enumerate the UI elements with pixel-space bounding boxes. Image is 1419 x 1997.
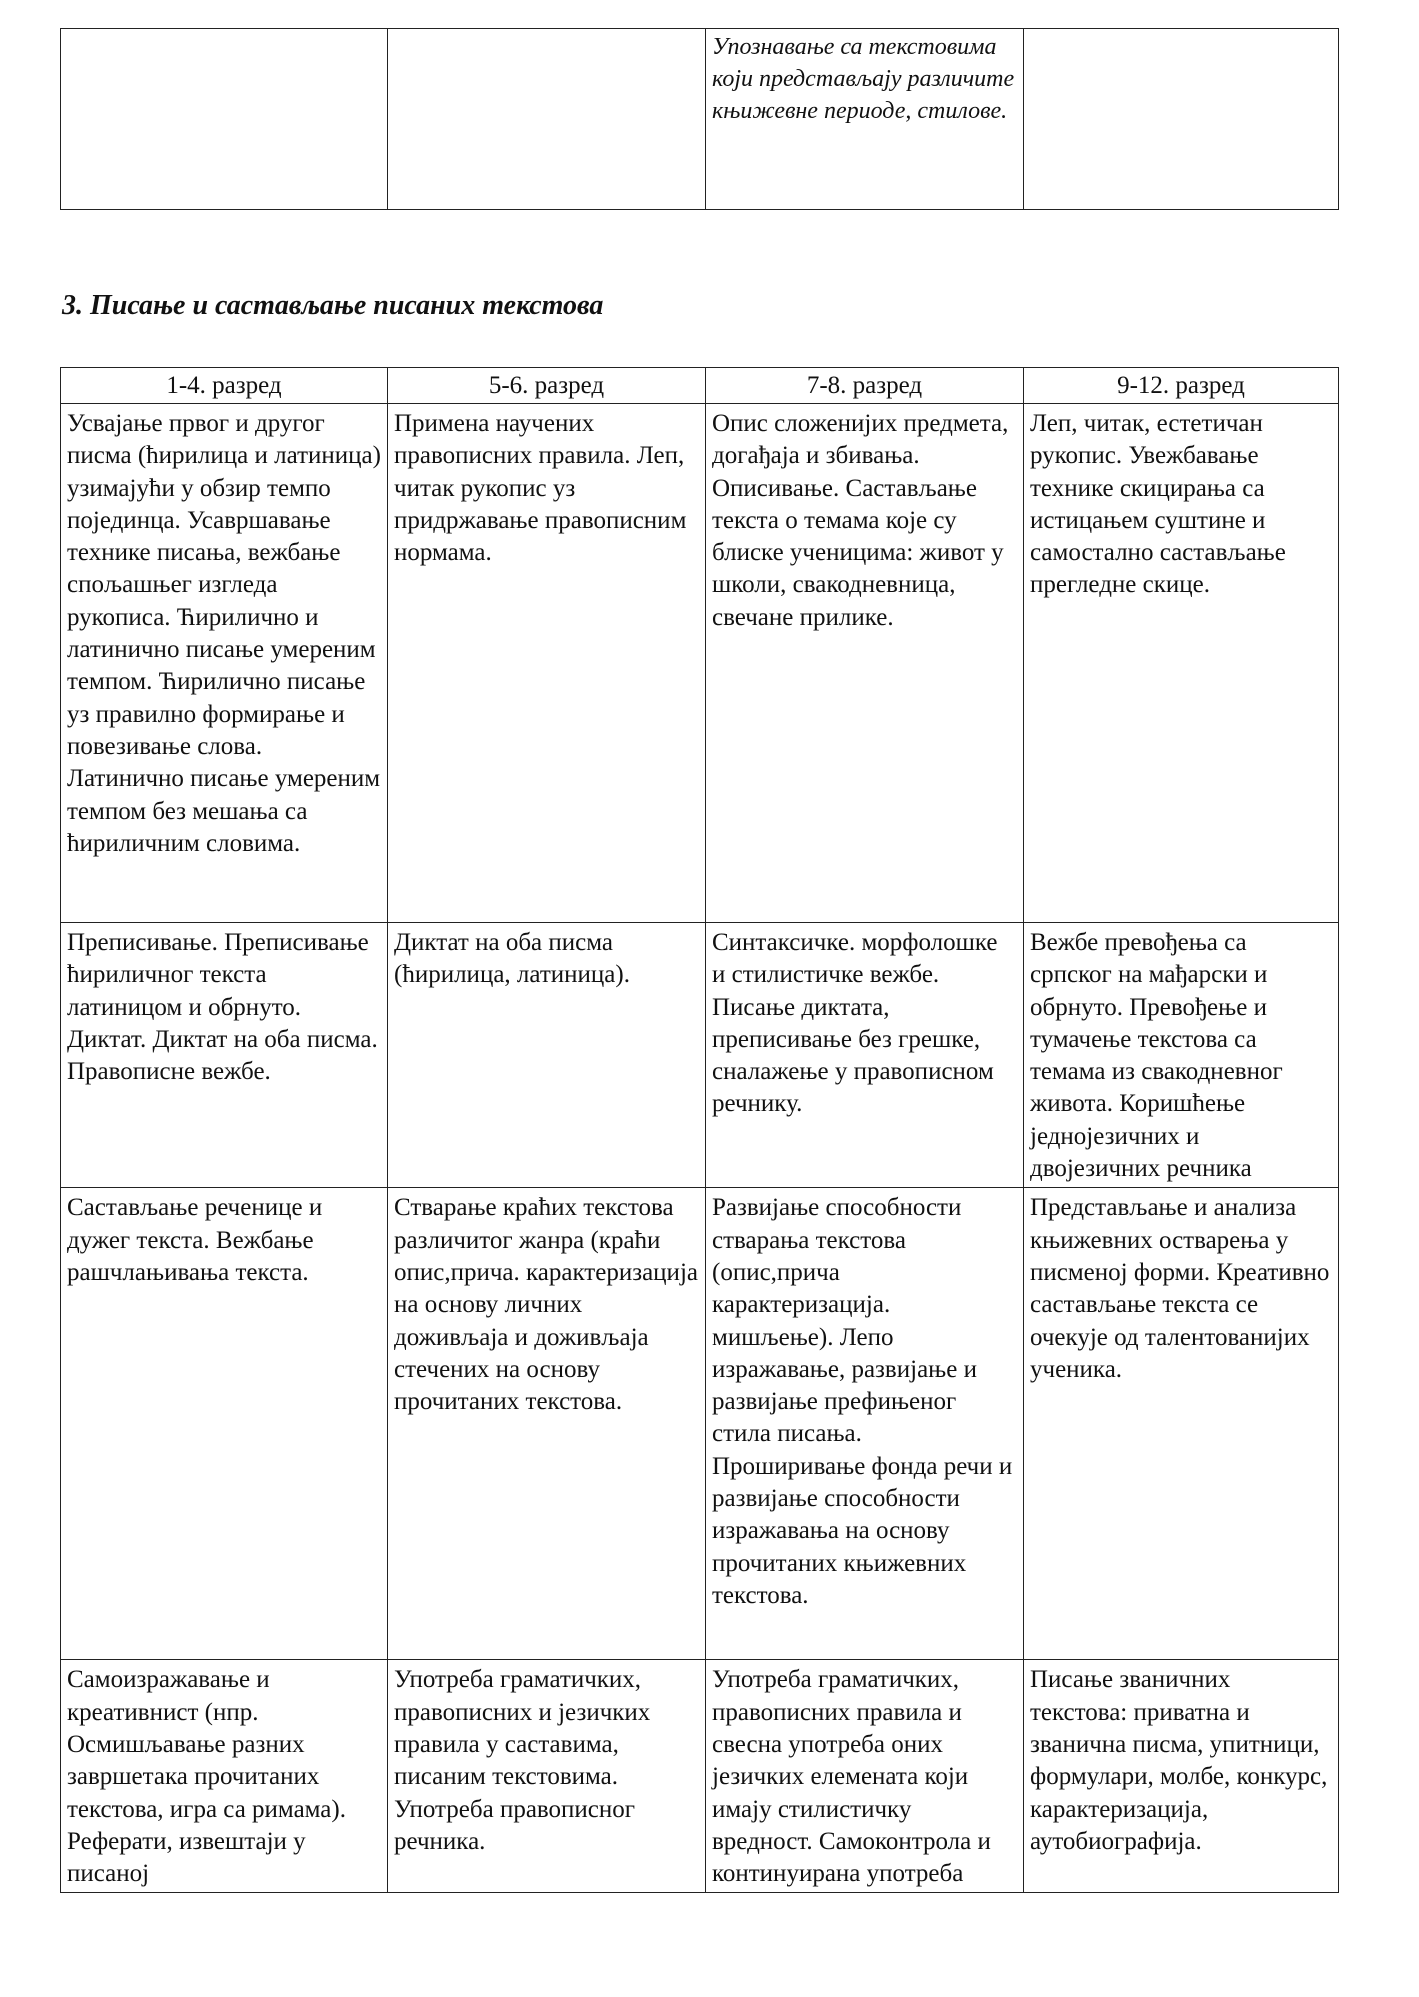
table-cell xyxy=(1024,29,1339,210)
table-cell: Састављање реченице и дужег текста. Вежбање рашчлањивања текста. xyxy=(61,1188,388,1660)
curriculum-table xyxy=(60,367,1339,1893)
table-cell: Писање званичних текстова: приватна и званична писма, упитници, формулари, молбе, конкурс, карактеризација, аутобиографија. xyxy=(1024,1660,1339,1893)
section-title: 3. Писање и састављање писаних текстова xyxy=(62,290,604,321)
top-table-continuation xyxy=(60,28,1339,210)
table-header-row xyxy=(61,368,1339,404)
table-cell: Употреба граматичких, правописних правила и свесна употреба оних језичких елемената који имају стилистичку вредност. Самоконтрола и континуирана употреба xyxy=(706,1660,1024,1893)
table-cell xyxy=(61,29,388,210)
table-cell: Развијање способности стварања текстова (опис,прича карактеризација. мишљење). Лепо изражавање, развијање и развијање префињеног стила писања. Проширивање фонда речи и развијање способности изражавања на основу прочитаних књижевних текстова. xyxy=(706,1188,1024,1660)
table-cell: Самоизражавање и креативнист (нпр. Осмишљавање разних завршетака прочитаних текстова, игра са римама). Реферати, извештаји у писаној xyxy=(61,1660,388,1893)
table-cell: Усвајање првог и другог писма (ћирилица и латиница) узимајући у обзир темпо појединца. Усавршавање технике писања, вежбање спољашњег изгледа рукописа. Ћирилично и латинично писање умереним темпом. Ћирилично писање уз правилно формирање и повезивање слова. Латинично писање умереним темпом без мешања са ћириличним словима. xyxy=(61,404,388,923)
table-cell: Употреба граматичких, правописних и језичких правила у саставима, писаним текстовима. Употреба правописног речника. xyxy=(388,1660,706,1893)
table-cell: Представљање и анализа књижевних остварења у писменој форми. Креативно састављање текста се очекује од талентованијих ученика. xyxy=(1024,1188,1339,1660)
table-cell: Леп, читак, естетичан рукопис. Увежбавање технике скицирања са истицањем суштине и самостално састављање прегледне скице. xyxy=(1024,404,1339,923)
table-cell: Преписивање. Преписивање ћириличног текста латиницом и обрнуто. Диктат. Диктат на оба писма. Правописне вежбе. xyxy=(61,923,388,1188)
table-row xyxy=(61,923,1339,1188)
table-cell: Вежбе превођења са српског на мађарски и обрнуто. Превођење и тумачење текстова са темама из свакодневног живота. Коришћење једнојезичних и двојезичних речника xyxy=(1024,923,1339,1188)
table-cell: Стварање краћих текстова различитог жанра (краћи опис,прича. карактеризација на основу личних доживљаја и доживљаја стечених на основу прочитаних текстова. xyxy=(388,1188,706,1660)
column-header-grade-7-8: 7-8. разред xyxy=(706,368,1024,404)
table-cell xyxy=(388,29,706,210)
table-cell: Синтаксичке. морфолошке и стилистичке вежбе. Писање диктата, преписивање без грешке, сналажење у правописном речнику. xyxy=(706,923,1024,1188)
table-row xyxy=(61,404,1339,923)
column-header-grade-5-6: 5-6. разред xyxy=(388,368,706,404)
table-row xyxy=(61,29,1339,210)
table-cell: Диктат на оба писма (ћирилица, латиница). xyxy=(388,923,706,1188)
table-cell: Опис сложенијих предмета, догађаја и збивања. Описивање. Састављање текста о темама које су блиске ученицима: живот у школи, свакодневница, свечане прилике. xyxy=(706,404,1024,923)
table-cell: Упознавање са текстовима који представљају различите књижевне периоде, стилове. xyxy=(706,29,1024,210)
table-row xyxy=(61,1188,1339,1660)
column-header-grade-1-4: 1-4. разред xyxy=(61,368,388,404)
table-row xyxy=(61,1660,1339,1893)
column-header-grade-9-12: 9-12. разред xyxy=(1024,368,1339,404)
table-cell: Примена научених правописних правила. Леп, читак рукопис уз придржавање правописним нормама. xyxy=(388,404,706,923)
